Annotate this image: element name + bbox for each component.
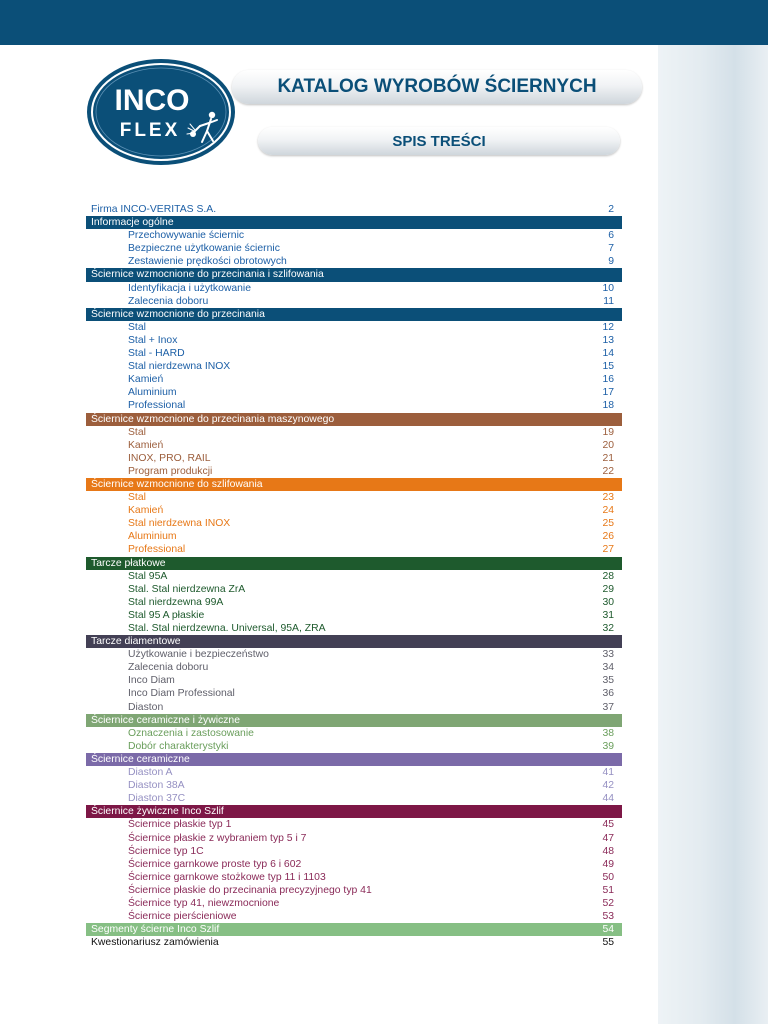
toc-entry xyxy=(86,426,622,439)
toc-page-number: 25 xyxy=(602,518,614,530)
toc-entry-label: Kwestionariusz zamówienia xyxy=(91,937,219,949)
toc-page-number: 14 xyxy=(602,348,614,360)
toc-entry-label: Stal. Stal nierdzewna ZrA xyxy=(128,583,246,595)
toc-entry-label: Ściernice płaskie typ 1 xyxy=(128,819,232,831)
toc-entry-label: Użytkowanie i bezpieczeństwo xyxy=(128,649,269,661)
toc-entry xyxy=(86,727,622,740)
toc-entry-label: Diaston 38A xyxy=(128,780,185,792)
toc-entry-label: Stal xyxy=(128,321,146,333)
toc-entry xyxy=(86,282,622,295)
toc-entry-label: Informacje ogólne xyxy=(91,217,174,229)
toc-entry-label: INOX, PRO, RAIL xyxy=(128,452,211,464)
toc-entry-label: Ściernice ceramiczne xyxy=(91,753,190,765)
toc-section-header xyxy=(86,923,622,936)
toc-section-header xyxy=(86,413,622,426)
toc-page-number: 55 xyxy=(602,937,614,949)
toc-entry xyxy=(86,766,622,779)
toc-section-header xyxy=(86,557,622,570)
toc-entry xyxy=(86,386,622,399)
toc-entry xyxy=(86,334,622,347)
top-banner xyxy=(0,0,768,45)
toc-entry-label: Tarcze diamentowe xyxy=(91,636,181,648)
toc-entry xyxy=(86,583,622,596)
toc-entry-label: Stal. Stal nierdzewna. Universal, 95A, ZRA xyxy=(128,623,326,634)
toc-page-number: 18 xyxy=(602,400,614,412)
toc-entry xyxy=(86,255,622,268)
toc-entry-label: Stal xyxy=(128,492,146,504)
toc-page-number: 23 xyxy=(602,492,614,504)
toc-page-number: 34 xyxy=(602,662,614,674)
toc-entry-label: Professional xyxy=(128,544,186,556)
toc-entry xyxy=(86,596,622,609)
toc-section-header xyxy=(86,268,622,281)
toc-page-number: 42 xyxy=(602,780,614,792)
toc-page-number: 39 xyxy=(602,740,614,752)
toc-entry xyxy=(86,648,622,661)
toc-entry xyxy=(86,832,622,845)
toc-page-number: 13 xyxy=(602,334,614,346)
toc-page-number: 19 xyxy=(602,426,614,438)
toc-entry xyxy=(86,701,622,714)
table-of-contents xyxy=(86,203,622,949)
toc-entry xyxy=(86,373,622,386)
toc-page-number: 35 xyxy=(602,675,614,687)
toc-section-header xyxy=(86,216,622,229)
toc-entry xyxy=(86,897,622,910)
toc-page-number: 47 xyxy=(602,832,614,844)
toc-entry-label: Kamień xyxy=(128,374,164,386)
toc-entry xyxy=(86,871,622,884)
toc-entry-label: Przechowywanie ściernic xyxy=(128,230,245,242)
toc-entry xyxy=(86,622,622,635)
toc-entry-label: Segmenty ścierne Inco Szlif xyxy=(91,924,220,936)
toc-entry xyxy=(86,884,622,897)
toc-entry-label: Stal xyxy=(128,426,146,438)
toc-entry xyxy=(86,609,622,622)
toc-entry xyxy=(86,792,622,805)
toc-page-number: 50 xyxy=(602,871,614,883)
toc-entry-label: Ściernice żywiczne Inco Szlif xyxy=(91,806,224,818)
toc-entry-label: Ściernice wzmocnione do przecinania maszynowego xyxy=(91,413,335,425)
toc-entry-label: Bezpieczne użytkowanie ściernic xyxy=(128,243,280,255)
toc-entry-label: Diaston 37C xyxy=(128,793,186,805)
toc-entry xyxy=(86,491,622,504)
logo-text-inco: INCO xyxy=(114,84,190,117)
toc-entry-label: Stal nierdzewna INOX xyxy=(128,361,231,373)
toc-entry-label: Firma INCO-VERITAS S.A. xyxy=(91,204,217,215)
toc-section-header xyxy=(86,478,622,491)
toc-entry xyxy=(86,229,622,242)
toc-entry-label: Program produkcji xyxy=(128,465,213,477)
toc-page-number: 7 xyxy=(608,243,614,255)
toc-entry xyxy=(86,465,622,478)
toc-entry-label: Ściernice ceramiczne i żywiczne xyxy=(91,714,240,726)
toc-entry xyxy=(86,347,622,360)
toc-entry xyxy=(86,910,622,923)
toc-page-number: 27 xyxy=(602,544,614,556)
toc-entry xyxy=(86,295,622,308)
toc-entry xyxy=(86,504,622,517)
toc-entry-label: Identyfikacja i użytkowanie xyxy=(128,282,252,294)
toc-entry-label: Ściernice wzmocnione do przecinania xyxy=(91,308,265,320)
toc-entry-label: Stal 95A xyxy=(128,570,168,582)
toc-page-number: 17 xyxy=(602,387,614,399)
toc-page-number: 36 xyxy=(602,688,614,700)
toc-page-number: 45 xyxy=(602,819,614,831)
toc-entry-label: Aluminium xyxy=(128,531,177,543)
toc-page-number: 52 xyxy=(602,897,614,909)
toc-entry-label: Dobór charakterystyki xyxy=(128,740,229,752)
toc-page-number: 26 xyxy=(602,531,614,543)
toc-entry-label: Diaston xyxy=(128,701,164,713)
toc-entry-label: Stal + Inox xyxy=(128,334,178,346)
toc-entry-label: Oznaczenia i zastosowanie xyxy=(128,727,254,739)
toc-entry-label: Tarcze płatkowe xyxy=(91,557,166,569)
toc-entry-label: Stal nierdzewna 99A xyxy=(128,596,224,608)
toc-entry xyxy=(86,543,622,556)
toc-page-number: 31 xyxy=(602,609,614,621)
toc-page-number: 49 xyxy=(602,858,614,870)
toc-entry-label: Kamień xyxy=(128,505,164,517)
toc-page-number: 33 xyxy=(602,649,614,661)
toc-entry xyxy=(86,530,622,543)
toc-page-number: 22 xyxy=(602,465,614,477)
toc-page-number: 41 xyxy=(602,767,614,779)
toc-page-number: 11 xyxy=(603,295,614,307)
toc-page-number: 37 xyxy=(602,701,614,713)
toc-entry-label: Stal nierdzewna INOX xyxy=(128,518,231,530)
toc-entry xyxy=(86,517,622,530)
toc-entry xyxy=(86,452,622,465)
toc-entry-label: Ściernice garnkowe stożkowe typ 11 i 1103 xyxy=(128,871,326,883)
toc-entry-label: Ściernice pierścieniowe xyxy=(128,911,237,923)
toc-title-text: SPIS TREŚCI xyxy=(392,132,486,150)
toc-entry xyxy=(86,674,622,687)
toc-entry xyxy=(86,360,622,373)
catalog-title xyxy=(232,70,642,104)
toc-page-number: 30 xyxy=(602,596,614,608)
toc-entry-label: Ściernice garnkowe proste typ 6 i 602 xyxy=(128,858,302,870)
toc-title xyxy=(258,127,620,155)
toc-entry-label: Stal 95 A płaskie xyxy=(128,609,205,621)
toc-entry xyxy=(86,845,622,858)
toc-section-header xyxy=(86,805,622,818)
toc-entry-label: Diaston A xyxy=(128,767,173,779)
toc-entry-label: Ściernice płaskie do przecinania precyzyjnego typ 41 xyxy=(128,884,372,896)
toc-entry xyxy=(86,779,622,792)
toc-page-number: 24 xyxy=(602,505,614,517)
toc-page-number: 21 xyxy=(602,452,614,464)
toc-entry-label: Aluminium xyxy=(128,387,177,399)
toc-entry xyxy=(86,858,622,871)
toc-page-number: 9 xyxy=(608,256,614,268)
toc-entry-label: Ściernice typ 41, niewzmocnione xyxy=(128,897,280,909)
toc-entry xyxy=(86,439,622,452)
toc-entry-label: Inco Diam Professional xyxy=(128,688,235,700)
toc-section-header xyxy=(86,714,622,727)
toc-page-number: 20 xyxy=(602,439,614,451)
toc-page-number: 6 xyxy=(608,230,614,242)
toc-entry xyxy=(86,570,622,583)
toc-section-header xyxy=(86,635,622,648)
toc-page-number: 10 xyxy=(602,282,614,294)
right-margin-strip xyxy=(658,45,768,1024)
toc-page-number: 16 xyxy=(602,374,614,386)
toc-entry xyxy=(86,203,622,216)
logo-text-flex: FLEX xyxy=(119,120,181,141)
toc-entry xyxy=(86,818,622,831)
toc-section-header xyxy=(86,753,622,766)
toc-page-number: 32 xyxy=(602,623,614,634)
toc-entry-label: Zalecenia doboru xyxy=(128,662,209,674)
toc-page-number: 48 xyxy=(602,845,614,857)
toc-section-header xyxy=(86,308,622,321)
toc-page-number: 29 xyxy=(602,583,614,595)
toc-entry-label: Ściernice płaskie z wybraniem typ 5 i 7 xyxy=(128,832,307,844)
toc-entry-label: Kamień xyxy=(128,439,164,451)
toc-entry xyxy=(86,936,622,949)
toc-page-number: 28 xyxy=(602,570,614,582)
toc-entry xyxy=(86,687,622,700)
toc-page-number: 44 xyxy=(602,793,614,805)
toc-page-number: 2 xyxy=(608,204,614,215)
toc-entry-label: Ściernice typ 1C xyxy=(128,845,204,857)
toc-entry-label: Zalecenia doboru xyxy=(128,295,209,307)
toc-entry-label: Ściernice wzmocnione do szlifowania xyxy=(91,478,263,490)
toc-entry-label: Professional xyxy=(128,400,186,412)
toc-entry xyxy=(86,661,622,674)
toc-entry-label: Ściernice wzmocnione do przecinania i szlifowania xyxy=(91,269,324,281)
toc-entry xyxy=(86,399,622,412)
catalog-title-text: KATALOG WYROBÓW ŚCIERNYCH xyxy=(277,76,597,97)
toc-page-number: 38 xyxy=(602,727,614,739)
toc-entry-label: Zestawienie prędkości obrotowych xyxy=(128,256,287,268)
toc-page-number: 12 xyxy=(602,321,614,333)
toc-page-number: 53 xyxy=(602,911,614,923)
toc-entry xyxy=(86,242,622,255)
toc-page-number: 51 xyxy=(602,884,614,896)
inco-flex-logo xyxy=(86,58,236,166)
toc-entry xyxy=(86,740,622,753)
toc-page-number: 15 xyxy=(602,361,614,373)
toc-entry-label: Stal - HARD xyxy=(128,348,185,360)
toc-page-number: 54 xyxy=(602,924,614,936)
toc-entry xyxy=(86,321,622,334)
toc-entry-label: Inco Diam xyxy=(128,675,175,687)
